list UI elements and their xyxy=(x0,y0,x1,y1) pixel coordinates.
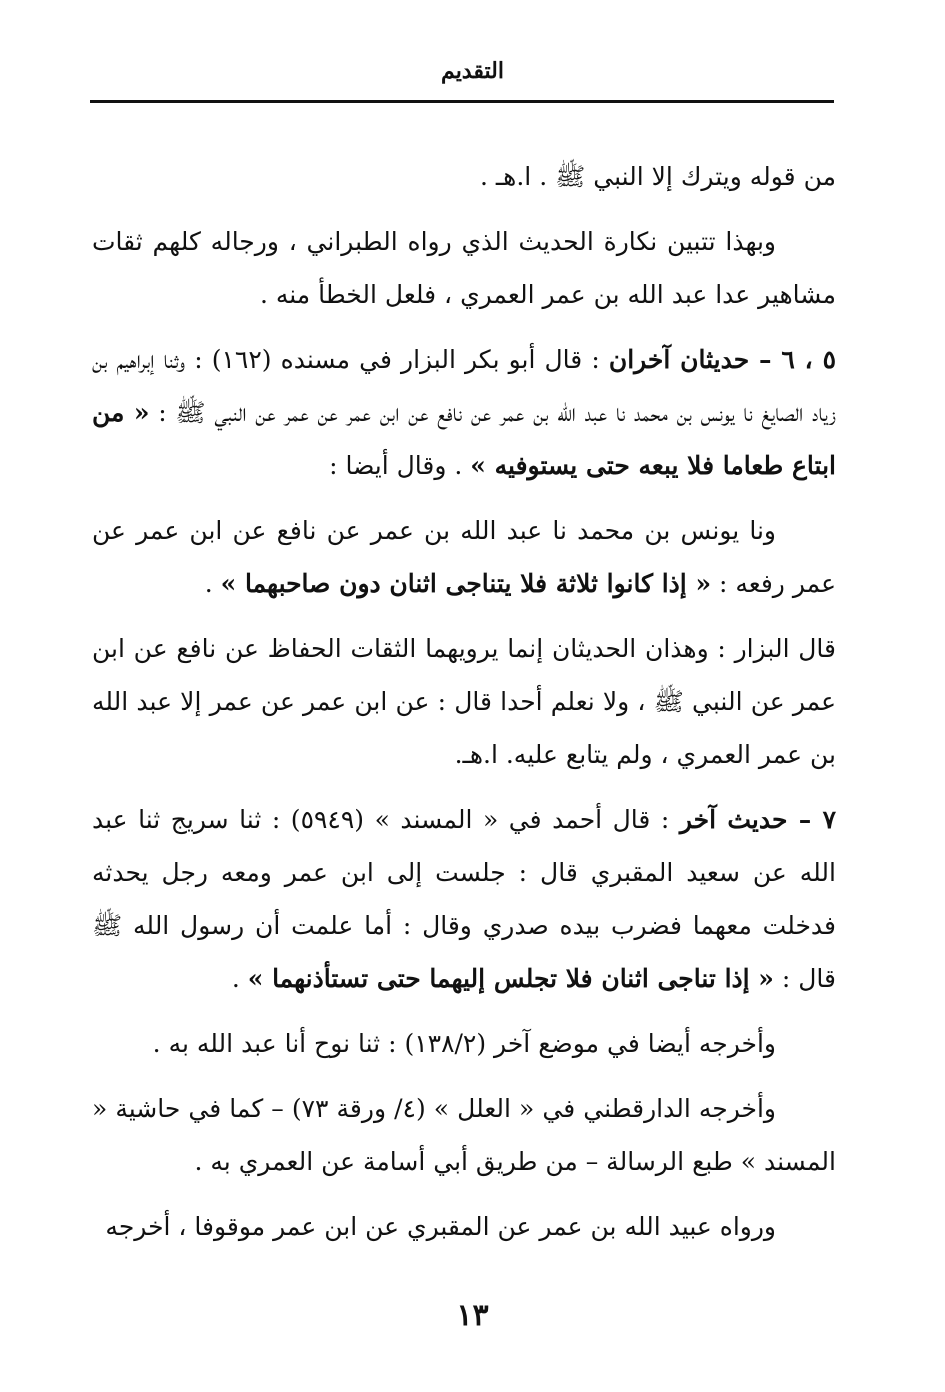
paragraph-8: وأخرجه الدارقطني في « العلل » (٤/ ورقة ٧٣) – كما في حاشية « المسند » طبع الرسالة – من طريق أبي أسامة عن العمري به . xyxy=(92,1094,836,1176)
paragraph-5: قال البزار : وهذان الحديثان إنما يرويهما الثقات الحفاظ عن نافع عن ابن عمر عن النبي ﷺ ، ولا نعلم أحدا قال : عن ابن عمر عن عمر إلا عبد الله بن عمر العمري ، ولم يتابع عليه. ا.هـ. xyxy=(92,634,836,769)
paragraph-9: ورواه عبيد الله بن عمر عن المقبري عن ابن عمر موقوفا ، أخرجه xyxy=(105,1212,776,1241)
paragraph-6-end: . xyxy=(231,964,248,993)
paragraph-3 xyxy=(92,333,836,492)
hadith-quote-1: « من ابتاع طعاما فلا يبعه حتى يستوفيه » xyxy=(92,398,836,480)
paragraph-1: من قوله ويترك إلا النبي ﷺ . ا.هـ . xyxy=(479,162,836,191)
paragraph-7: وأخرجه أيضا في موضع آخر (١٣٨/٢) : ثنا نوح أنا عبد الله به . xyxy=(152,1029,776,1058)
paragraph-3-text-a: : قال أبو بكر البزار في مسنده (١٦٢) : وثنا إبراهيم بن زياد الصايغ نا يونس بن محمد نا عبد الله بن عمر عن نافع عن ابن عمر عن عمر عن النبي ﷺ : xyxy=(92,345,836,427)
page-number: ١٣ xyxy=(456,1298,489,1333)
header-divider xyxy=(90,100,834,103)
paragraph-4-text: ونا يونس بن محمد نا عبد الله بن عمر عن نافع عن ابن عمر عن عمر رفعه : xyxy=(92,516,836,598)
paragraph-6 xyxy=(92,793,836,1005)
paragraph-6-text: : قال أحمد في « المسند » (٥٩٤٩) : ثنا سريج ثنا عبد الله عن سعيد المقبري قال : جلست إلى ابن عمر ومعه رجل يحدثه فدخلت معهما فضرب بيده صدري وقال : أما علمت أن رسول الله ﷺ قال : xyxy=(92,805,836,993)
running-header-title: التقديم xyxy=(441,58,504,84)
section-heading-5-6: ٥ ، ٦ – حديثان آخران xyxy=(608,345,836,374)
section-heading-7: ٧ – حديث آخر xyxy=(679,805,837,834)
paragraph-4 xyxy=(92,504,836,610)
paragraph-3-text-b: . وقال أيضا : xyxy=(329,451,471,480)
hadith-quote-2: « إذا كانوا ثلاثة فلا يتناجى اثنان دون صاحبهما » xyxy=(220,569,712,598)
paragraph-2: وبهذا تتبين نكارة الحديث الذي رواه الطبراني ، ورجاله كلهم ثقات مشاهير عدا عبد الله بن عمر العمري ، فلعل الخطأ منه . xyxy=(92,227,836,309)
hadith-quote-3: « إذا تناجى اثنان فلا تجلس إليهما حتى تستأذنهما » xyxy=(247,964,774,993)
page-body xyxy=(92,150,836,1265)
paragraph-4-end: . xyxy=(204,569,221,598)
